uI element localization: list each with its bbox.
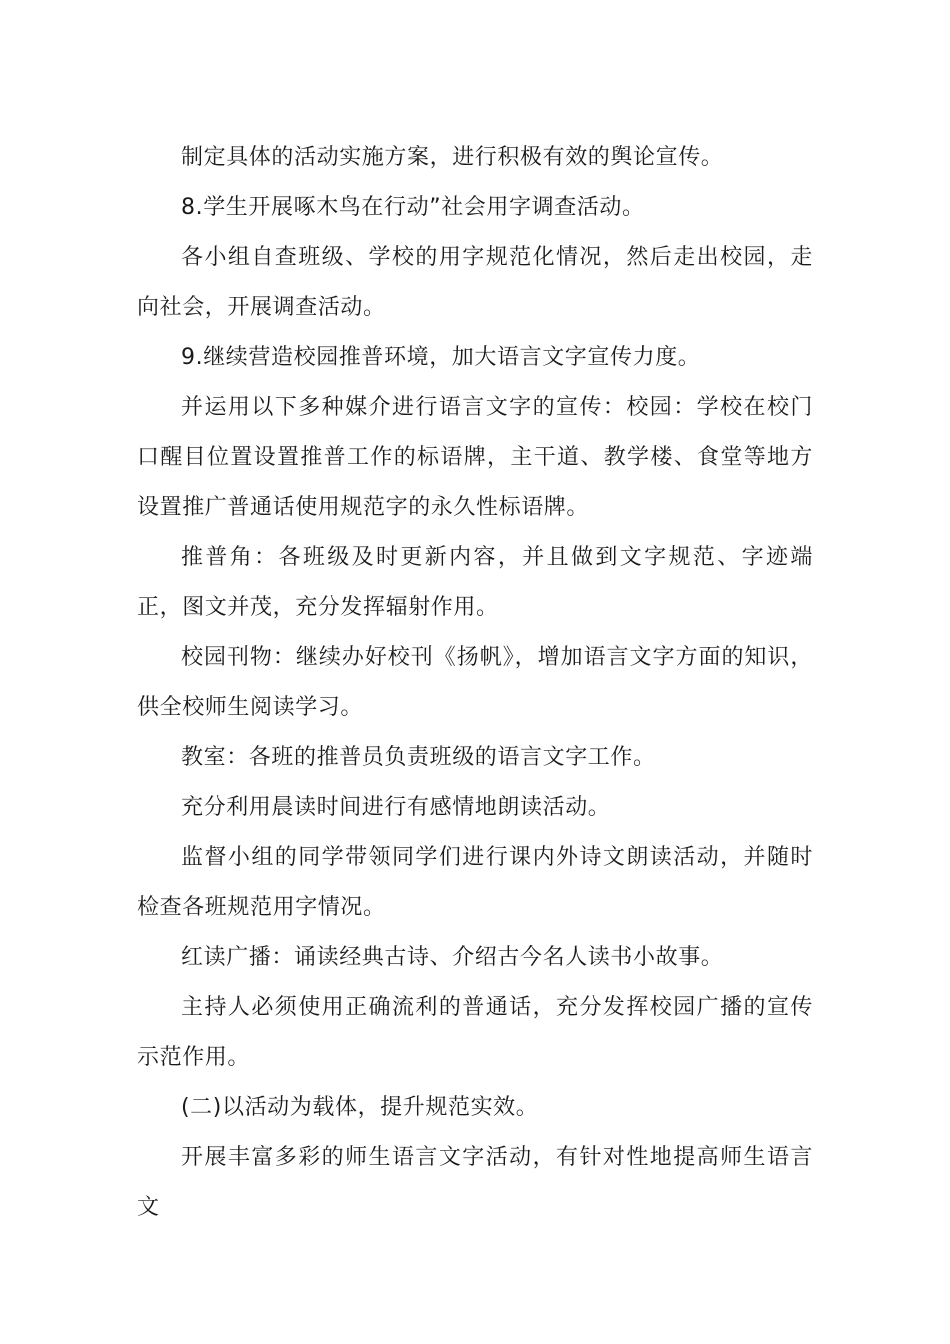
paragraph: 监督小组的同学带领同学们进行课内外诗文朗读活动，并随时检查各班规范用字情况。 — [137, 845, 813, 920]
paragraph: 制定具体的活动实施方案，进行积极有效的舆论宣传。 — [181, 145, 724, 170]
paragraph: 主持人必须使用正确流利的普通话，充分发挥校园广播的宣传示范作用。 — [137, 995, 813, 1070]
paragraph: 9.继续营造校园推普环境，加大语言文字宣传力度。 — [181, 345, 701, 370]
paragraph: 各小组自查班级、学校的用字规范化情况，然后走出校园，走向社会，开展调查活动。 — [137, 245, 813, 320]
paragraph: 校园刊物：继续办好校刊《扬帆》，增加语言文字方面的知识，供全校师生阅读学习。 — [137, 645, 813, 720]
paragraph: 红读广播：诵读经典古诗、介绍古今名人读书小故事。 — [181, 945, 724, 970]
paragraph: 开展丰富多彩的师生语言文字活动，有针对性地提高师生语言文 — [137, 1145, 813, 1220]
paragraph: 并运用以下多种媒介进行语言文字的宣传：校园：学校在校门口醒目位置设置推普工作的标语牌，主干道、教学楼、食堂等地方设置推广普通话使用规范字的永久性标语牌。 — [137, 395, 813, 520]
paragraph: (二)以活动为载体，提升规范实效。 — [181, 1095, 539, 1120]
paragraph: 推普角：各班级及时更新内容，并且做到文字规范、字迹端正，图文并茂，充分发挥辐射作用。 — [137, 545, 813, 620]
paragraph: 8.学生开展啄木鸟在行动”社会用字调查活动。 — [181, 195, 645, 220]
paragraph: 教室：各班的推普员负责班级的语言文字工作。 — [181, 745, 656, 770]
paragraph: 充分利用晨读时间进行有感情地朗读活动。 — [181, 795, 611, 820]
document-body — [137, 133, 813, 1233]
